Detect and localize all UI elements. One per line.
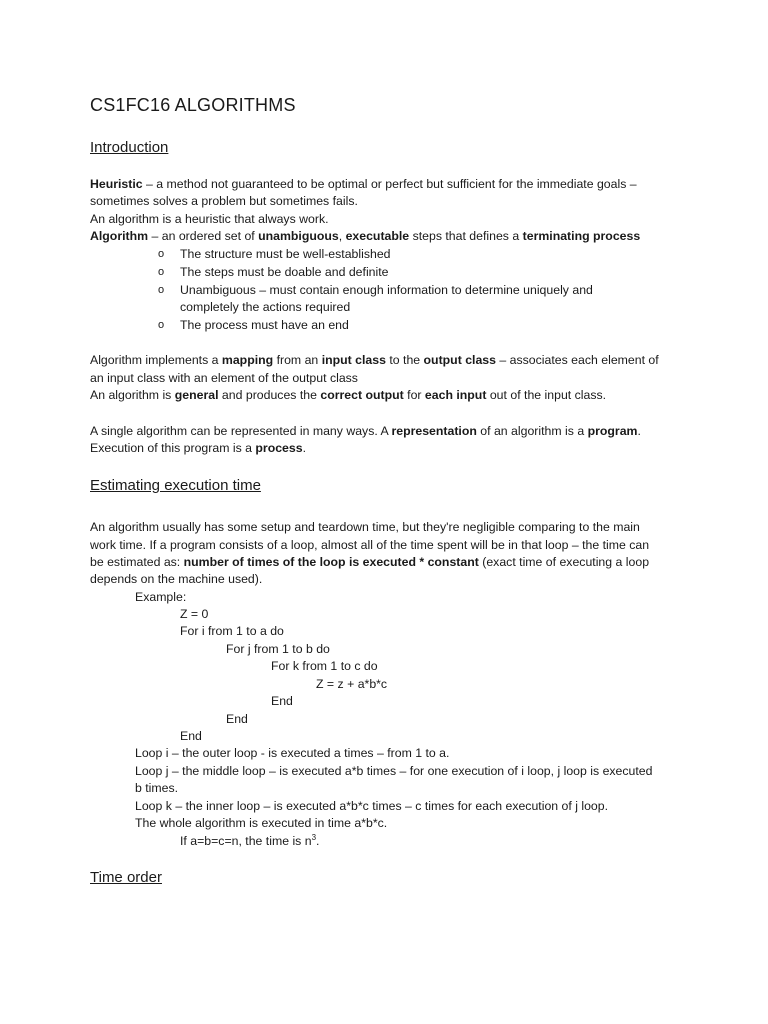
code-line: Z = z + a*b*c (316, 677, 388, 691)
text-span: of an algorithm is a (476, 424, 588, 438)
text-span: Algorithm implements a (90, 353, 222, 367)
bullet-item: Unambiguous – must contain enough information to determine uniquely and (180, 283, 593, 297)
heuristic-term: Heuristic (90, 177, 143, 191)
bold-span: unambiguous (258, 229, 339, 243)
execution-line (90, 440, 306, 457)
bold-span: representation (391, 424, 477, 438)
text-span: , (338, 229, 346, 243)
mapping-line-1 (90, 352, 659, 369)
heading-introduction: Introduction (90, 139, 169, 156)
estimating-line-2: work time. If a program consists of a loop, almost all of the time spent will be in that loop – the time can (90, 538, 650, 552)
text-span: for (403, 388, 425, 402)
bullet-marker: o (158, 248, 165, 260)
text-span: A single algorithm can be represented in many ways. A (90, 424, 392, 438)
bullet-marker: o (158, 319, 165, 331)
text-span: (exact time of executing a loop (478, 555, 650, 569)
text-span: – an ordered set of (148, 229, 259, 243)
text-span: be estimated as: (90, 555, 184, 569)
code-line: Z = 0 (180, 607, 209, 621)
loop-k-line: Loop k – the inner loop – is executed a*b*c times – c times for each execution of j loop. (135, 799, 609, 813)
text-span: to the (385, 353, 424, 367)
code-line: For j from 1 to b do (226, 642, 330, 656)
heading-time-order: Time order (90, 869, 162, 886)
bold-span: general (174, 388, 219, 402)
bullet-item: The process must have an end (180, 318, 349, 332)
estimating-line-1: An algorithm usually has some setup and teardown time, but they're negligible comparing to the main (90, 520, 640, 534)
general-line (90, 387, 606, 404)
bullet-marker: o (158, 284, 165, 296)
text-span: If a=b=c=n, the time is n (180, 834, 312, 848)
loop-j-line-1: Loop j – the middle loop – is executed a*b times – for one execution of i loop, j loop is executed (135, 764, 653, 778)
text-span: – associates each element of (495, 353, 659, 367)
bold-span: terminating process (522, 229, 641, 243)
text-span: Execution of this program is a (90, 441, 256, 455)
text-span: . (316, 834, 320, 848)
algorithm-term: Algorithm (90, 229, 149, 243)
code-line: End (271, 694, 293, 708)
code-line: End (180, 729, 202, 743)
algorithm-heuristic-line: An algorithm is a heuristic that always work. (90, 212, 329, 226)
estimating-line-4: depends on the machine used). (90, 572, 263, 586)
bold-span: executable (345, 229, 410, 243)
mapping-line-2: an input class with an element of the output class (90, 371, 358, 385)
heuristic-line-1 (90, 176, 637, 193)
code-line: For i from 1 to a do (180, 624, 284, 638)
if-equal-line (180, 833, 319, 850)
bold-span: output class (423, 353, 496, 367)
text-span: An algorithm is (90, 388, 175, 402)
representation-line (90, 423, 641, 440)
page-title: CS1FC16 ALGORITHMS (90, 95, 296, 115)
bold-span: program (587, 424, 638, 438)
bullet-marker: o (158, 266, 165, 278)
loop-i-line: Loop i – the outer loop - is executed a times – from 1 to a. (135, 746, 450, 760)
text-span: . (302, 441, 306, 455)
heuristic-line-2: sometimes solves a problem but sometimes fails. (90, 194, 358, 208)
whole-algorithm-line: The whole algorithm is executed in time a*b*c. (135, 816, 388, 830)
text-span: from an (273, 353, 322, 367)
bold-span: each input (424, 388, 487, 402)
text-span: . (637, 424, 641, 438)
heading-estimating-execution-time: Estimating execution time (90, 477, 261, 494)
bold-span: mapping (221, 353, 274, 367)
example-label: Example: (135, 590, 187, 604)
bold-span: correct output (320, 388, 404, 402)
code-line: End (226, 712, 248, 726)
text-span: and produces the (218, 388, 321, 402)
superscript: 3 (311, 832, 317, 842)
bold-span: process (255, 441, 303, 455)
bullet-item: The steps must be doable and definite (180, 265, 389, 279)
loop-j-line-2: b times. (135, 781, 179, 795)
algorithm-definition-line (90, 228, 640, 245)
heuristic-definition: – a method not guaranteed to be optimal or perfect but sufficient for the immediate goals – (142, 177, 637, 191)
bullet-item: The structure must be well-established (180, 247, 391, 261)
bold-span: number of times of the loop is executed * constant (183, 555, 479, 569)
text-span: steps that defines a (409, 229, 523, 243)
text-span: out of the input class. (486, 388, 607, 402)
bullet-item-continued: completely the actions required (180, 300, 351, 314)
code-line: For k from 1 to c do (271, 659, 378, 673)
bold-span: input class (321, 353, 386, 367)
estimating-line-3 (90, 554, 649, 571)
